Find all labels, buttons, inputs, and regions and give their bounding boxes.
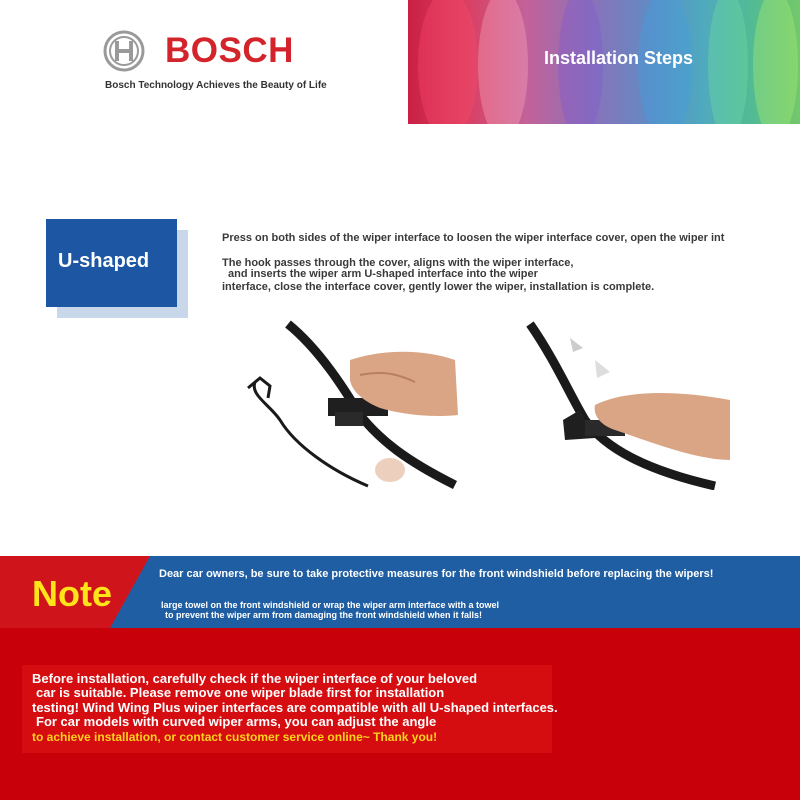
warning-line-5: to achieve installation, or contact customer service online~ Thank you! — [32, 730, 438, 744]
warning-line-3: testing! Wind Wing Plus wiper interfaces are compatible with all U-shaped interfaces. — [32, 700, 558, 715]
warning-line-4: For car models with curved wiper arms, you can adjust the angle — [36, 714, 437, 729]
note-headline: Dear car owners, be sure to take protective measures for the front windshield before replacing the wipers! — [159, 568, 714, 580]
warning-line-2: car is suitable. Please remove one wiper blade first for installation — [36, 685, 445, 700]
note-line-2: to prevent the wiper arm from damaging the front windshield when it falls! — [165, 610, 483, 620]
step-2-line-3: interface, close the interface cover, gently lower the wiper, installation is complete. — [222, 281, 655, 293]
step-1-text: Press on both sides of the wiper interface to loosen the wiper interface cover, open the wiper int — [222, 232, 725, 244]
banner-title: Installation Steps — [544, 48, 694, 68]
note-line-1: large towel on the front windshield or wrap the wiper arm interface with a towel — [161, 600, 500, 610]
step-photo-install — [525, 320, 735, 490]
brand-tagline: Bosch Technology Achieves the Beauty of Life — [105, 80, 327, 91]
bosch-logo — [103, 28, 348, 98]
section-label-box — [46, 219, 177, 307]
step-photo-open-cover — [240, 320, 460, 490]
note-label: Note — [32, 573, 112, 614]
warning-line-1: Before installation, carefully check if the wiper interface of your beloved — [32, 671, 478, 686]
step-2-line-1: The hook passes through the cover, aligns with the wiper interface, — [222, 257, 574, 269]
step-2-line-2: and inserts the wiper arm U-shaped interface into the wiper — [228, 268, 538, 280]
installation-banner — [408, 0, 800, 124]
bosch-armature-icon — [103, 30, 145, 72]
section-label: U-shaped — [58, 250, 150, 272]
brand-name: BOSCH — [165, 31, 294, 70]
